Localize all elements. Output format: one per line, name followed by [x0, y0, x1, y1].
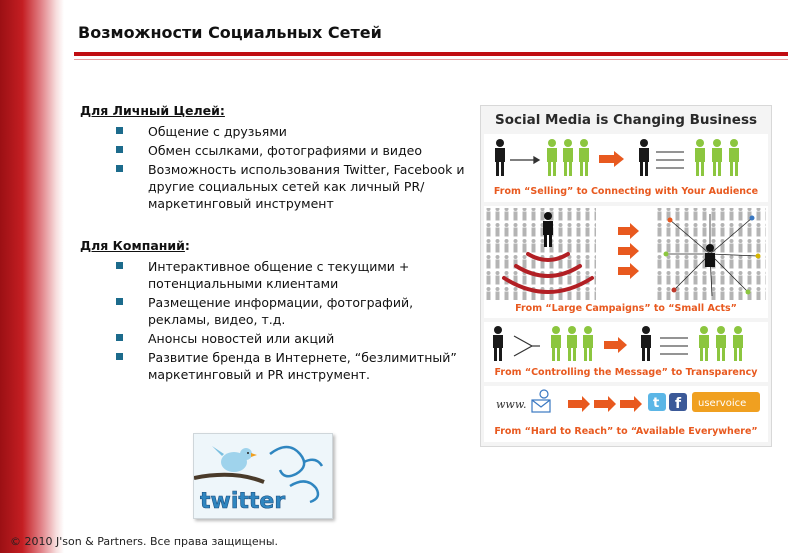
- companies-heading: Для Компаний:: [80, 238, 190, 253]
- title-divider-thin: [74, 59, 788, 60]
- orange-arrows-icon: [568, 396, 642, 412]
- decorative-side-band: [0, 0, 64, 553]
- list-item: Анонсы новостей или акций: [110, 330, 470, 347]
- companies-list: [110, 258, 470, 385]
- list-item: Обмен ссылками, фотографиями и видео: [110, 142, 470, 159]
- list-item: Общение с друзьями: [110, 123, 470, 140]
- bullet-square-icon: [116, 334, 123, 341]
- svg-text:t: t: [653, 396, 660, 411]
- infographic-caption: From “Hard to Reach” to “Available Everywhere”: [494, 426, 758, 437]
- infographic-panel-campaigns: [484, 206, 768, 318]
- transparency-illustration: [484, 322, 768, 366]
- twitter-wordmark: twitter: [200, 489, 286, 514]
- twitter-badge-icon: [648, 393, 666, 411]
- bullet-square-icon: [116, 165, 123, 172]
- title-divider: [74, 52, 788, 56]
- person-black-icon: [639, 139, 649, 176]
- list-item: Размещение информации, фотографий, рекламы, видео, т.д.: [110, 294, 470, 328]
- person-group-green-icon: [695, 139, 739, 176]
- facebook-badge-icon: [669, 393, 687, 412]
- personal-list: [110, 123, 470, 214]
- twitter-bird-logo: [194, 434, 332, 518]
- copyright-notice: © 2010 J'son & Partners. Все права защищены.: [10, 535, 279, 548]
- infographic-panel-selling: [484, 134, 768, 202]
- email-user-icon: [532, 390, 550, 412]
- social-media-infographic: [480, 105, 772, 447]
- infographic-caption: From “Controlling the Message” to Transparency: [494, 367, 758, 378]
- infographic-caption: From “Selling” to Connecting with Your Audience: [493, 186, 759, 197]
- list-item: Интерактивное общение с текущими + потенциальными клиентами: [110, 258, 470, 292]
- list-item: Развитие бренда в Интернете, “безлимитный” маркетинговый и PR инструмент.: [110, 349, 470, 383]
- person-group-green-icon: [699, 326, 743, 361]
- availability-illustration: [484, 386, 768, 422]
- bullet-square-icon: [116, 146, 123, 153]
- personal-heading: Для Личный Целей:: [80, 103, 225, 118]
- bullet-square-icon: [116, 353, 123, 360]
- infographic-panel-availability: [484, 386, 768, 442]
- bullet-square-icon: [116, 262, 123, 269]
- bullet-square-icon: [116, 127, 123, 134]
- person-group-green-icon: [547, 139, 589, 176]
- funnel-icon: [514, 336, 540, 356]
- svg-text:uservoice: uservoice: [698, 398, 747, 409]
- person-black-icon: [493, 326, 503, 361]
- twitter-logo-image: [193, 433, 333, 519]
- campaigns-illustration: [484, 206, 768, 302]
- selling-illustration: [484, 134, 768, 186]
- person-black-icon: [641, 326, 651, 361]
- person-black-icon: [495, 139, 505, 176]
- infographic-title: Social Media is Changing Business: [494, 112, 758, 128]
- www-icon: www.: [496, 398, 527, 411]
- svg-text:f: f: [675, 396, 682, 412]
- slide-title: Возможности Социальных Сетей: [78, 23, 382, 42]
- orange-arrows-icon: [618, 223, 639, 279]
- orange-arrows-icon: [599, 151, 624, 167]
- person-group-green-icon: [551, 326, 593, 361]
- uservoice-badge-icon: [692, 392, 760, 412]
- list-item: Возможность использования Twitter, Facebook и другие социальных сетей как личный PR/маркетинговый инструмент: [110, 161, 470, 212]
- infographic-panel-transparency: [484, 322, 768, 382]
- infographic-caption: From “Large Campaigns” to “Small Acts”: [515, 303, 737, 314]
- bullet-square-icon: [116, 298, 123, 305]
- orange-arrows-icon: [604, 337, 627, 353]
